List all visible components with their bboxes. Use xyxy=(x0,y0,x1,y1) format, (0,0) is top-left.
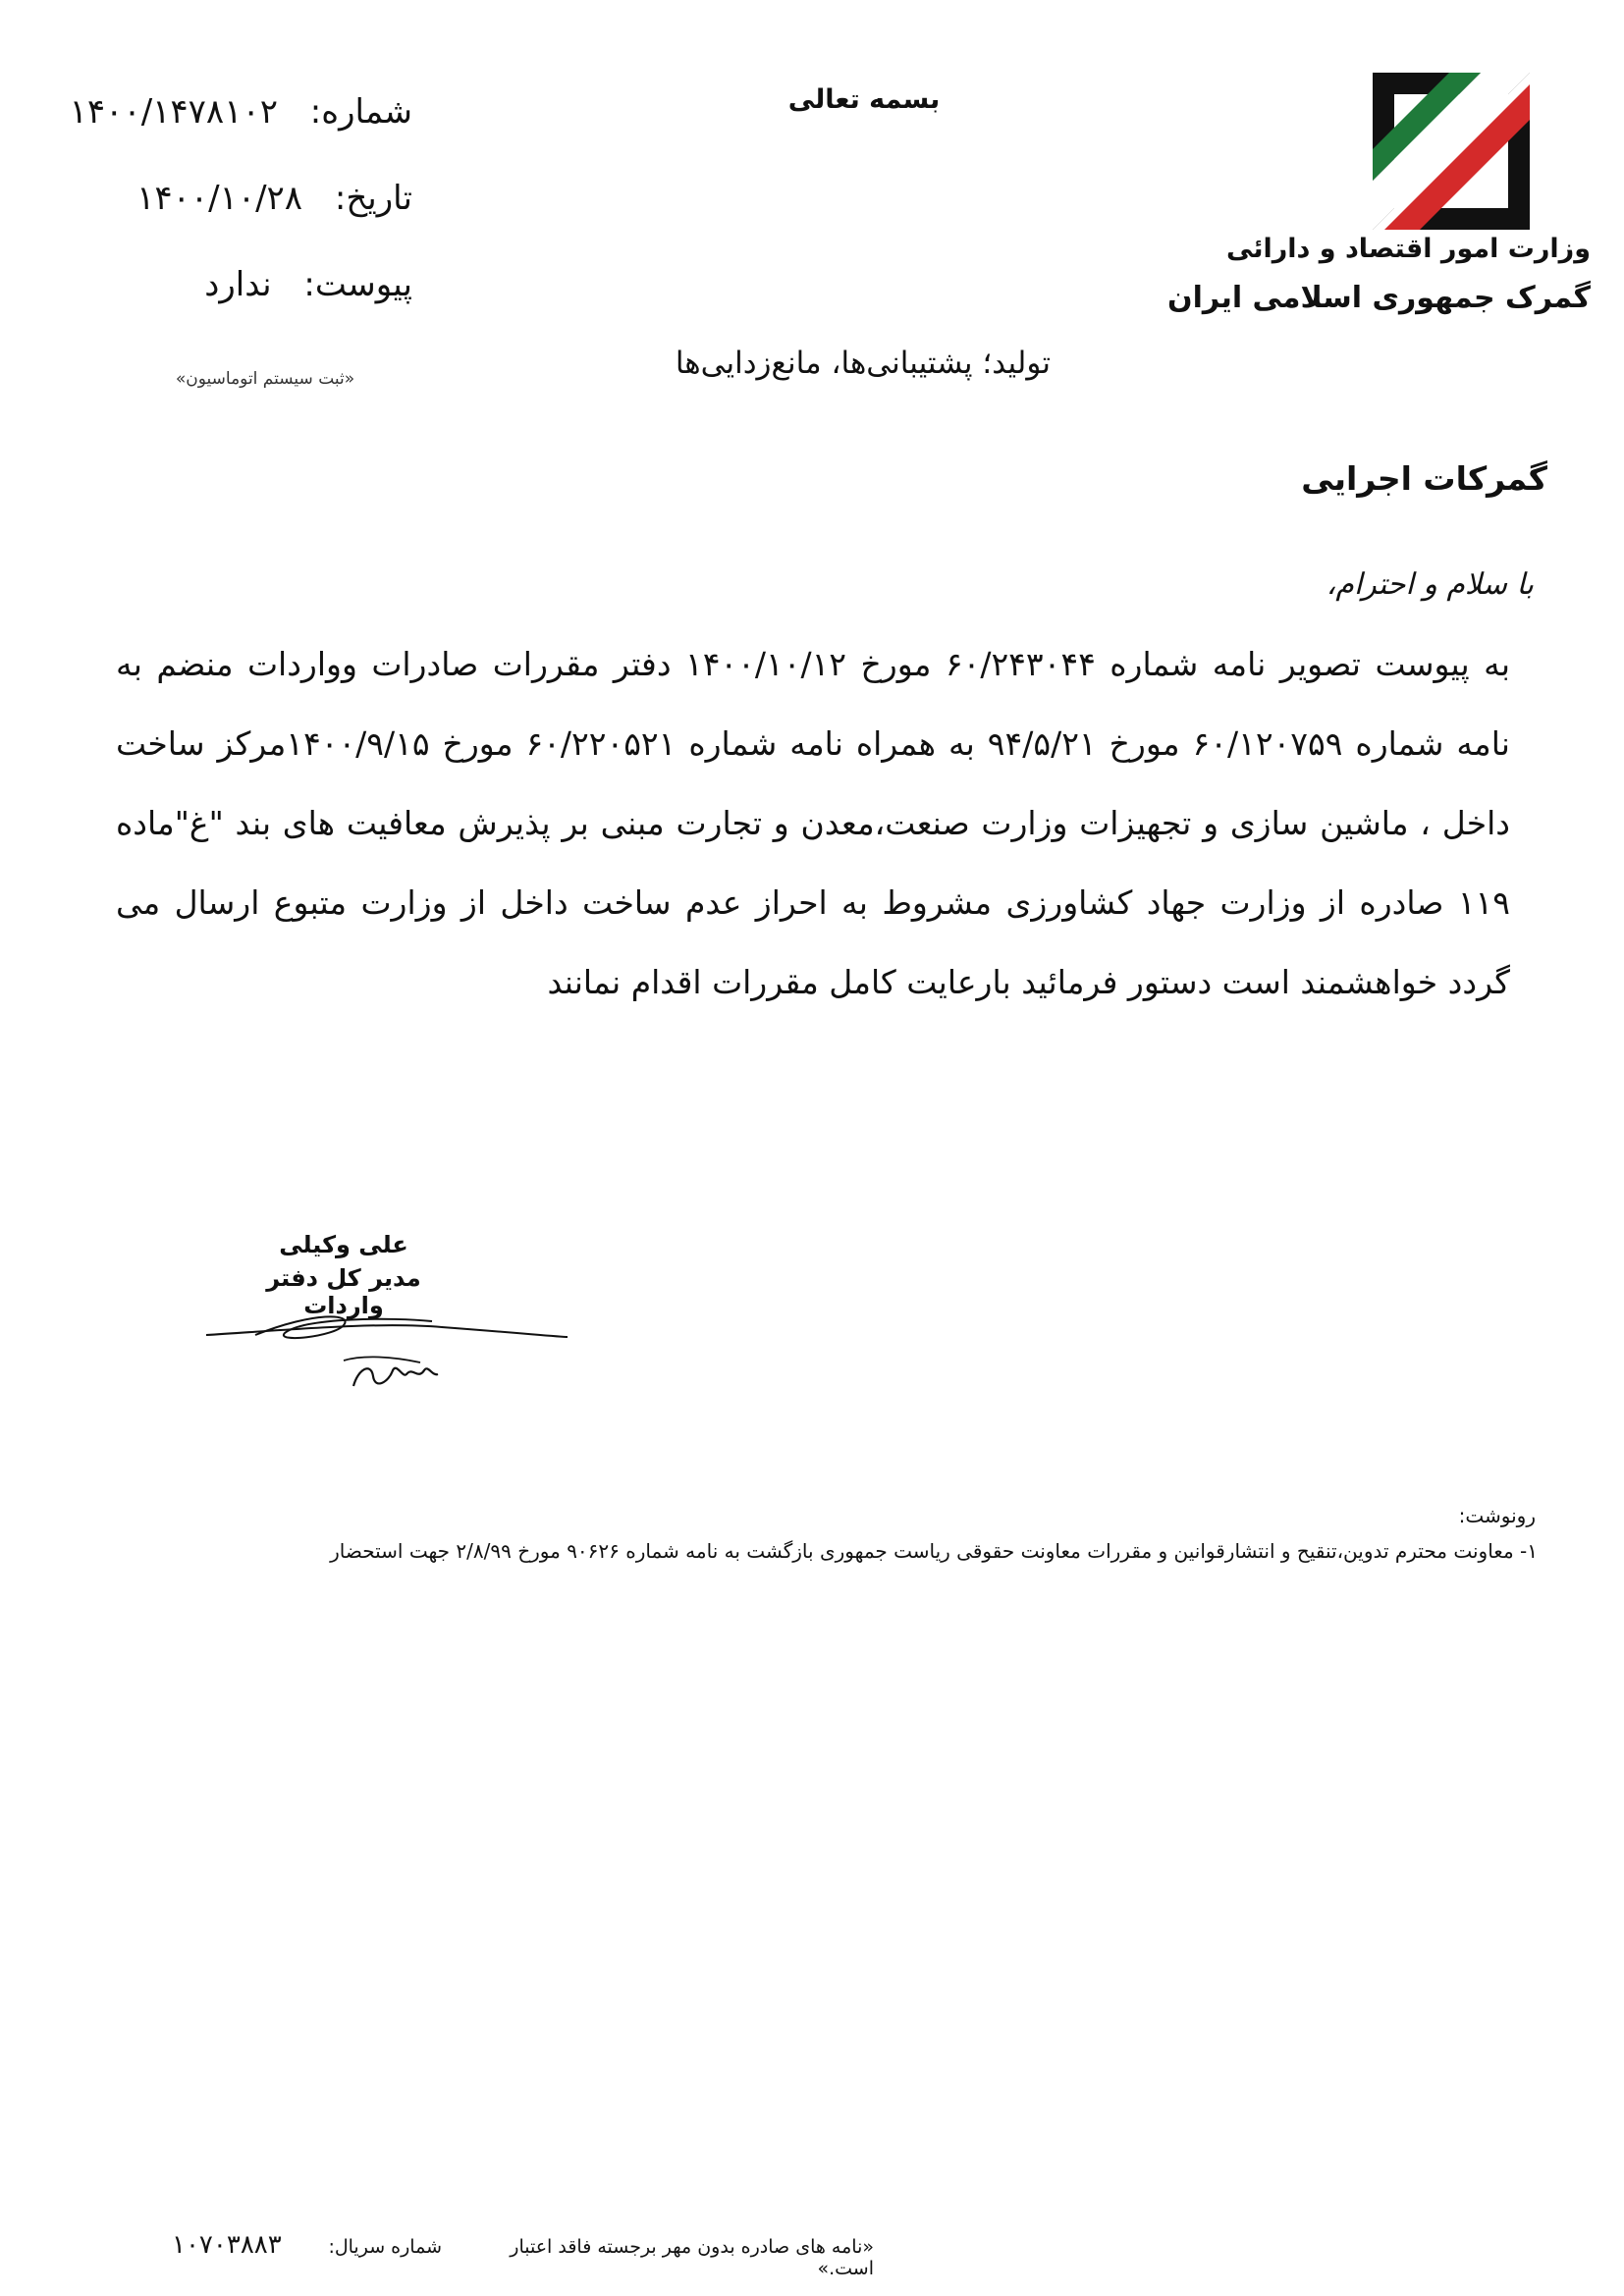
handwritten-signature xyxy=(196,1292,569,1400)
organization-name: گمرک جمهوری اسلامی ایران xyxy=(1167,281,1591,315)
serial-label: شماره سریال: xyxy=(328,2236,442,2258)
attachment-label: پیوست: xyxy=(303,265,412,304)
letter-attachment xyxy=(59,265,412,304)
letter-subject: تولید؛ پشتیبانی‌ها، مانع‌زدایی‌ها xyxy=(675,346,1051,381)
bismillah-heading: بسمه تعالی xyxy=(787,84,941,115)
automation-note: «ثبت سیستم اتوماسیون» xyxy=(175,369,355,389)
letter-date xyxy=(59,179,412,218)
ministry-name: وزارت امور اقتصاد و دارائی xyxy=(1226,234,1591,264)
number-value: ۱۴۰۰/۱۴۷۸۱۰۲ xyxy=(69,92,278,132)
customs-logo xyxy=(1373,73,1530,230)
date-label: تاریخ: xyxy=(334,179,412,218)
letter-body: به پیوست تصویر نامه شماره ۶۰/۲۴۳۰۴۴ مورخ ۱۴۰۰/۱۰/۱۲ دفتر مقررات صادرات وواردات منضم به نامه شماره ۶۰/۱۲۰۷۵۹ مورخ ۹۴/۵/۲۱ به همراه نامه شماره ۶۰/۲۲۰۵۲۱ مورخ ۱۴۰۰/۹/۱۵مرکز ساخت داخل ، ماشین سازی و تجهیزات وزارت صنعت،معدن و تجارت مبنی بر پذیرش معافیت های بند "غ"ماده ۱۱۹ صادره از وزارت جهاد کشاورزی مشروط به احراز عدم ساخت داخل از وزارت متبوع ارسال می گردد خواهشمند است دستور فرمائید بارعایت کامل مقررات اقدام نمانند xyxy=(116,645,1511,1001)
recipient: گمرکات اجرایی xyxy=(1301,459,1547,498)
letter-number xyxy=(59,92,412,132)
signatory-name: علی وکیلی xyxy=(279,1231,408,1258)
cc-item: ۱- معاونت محترم تدوین،تنقیح و انتشارقوانین و مقررات معاونت حقوقی ریاست جمهوری بازگشت به نامه شماره ۹۰۶۲۶ مورخ ۲/۸/۹۹ جهت استحضار xyxy=(330,1539,1538,1563)
cc-heading: رونوشت: xyxy=(1458,1504,1536,1527)
number-label: شماره: xyxy=(309,92,412,132)
signatory-title: مدیر کل دفتر واردات xyxy=(266,1264,421,1319)
serial-value: ۱۰۷۰۳۸۸۳ xyxy=(172,2230,282,2260)
date-value: ۱۴۰۰/۱۰/۲۸ xyxy=(136,179,303,218)
footer-validity-note: «نامه های صادره بدون مهر برجسته فاقد اعتبار است.» xyxy=(510,2236,874,2279)
attachment-value: ندارد xyxy=(204,265,272,304)
greeting: با سلام و احترام، xyxy=(1326,567,1534,602)
